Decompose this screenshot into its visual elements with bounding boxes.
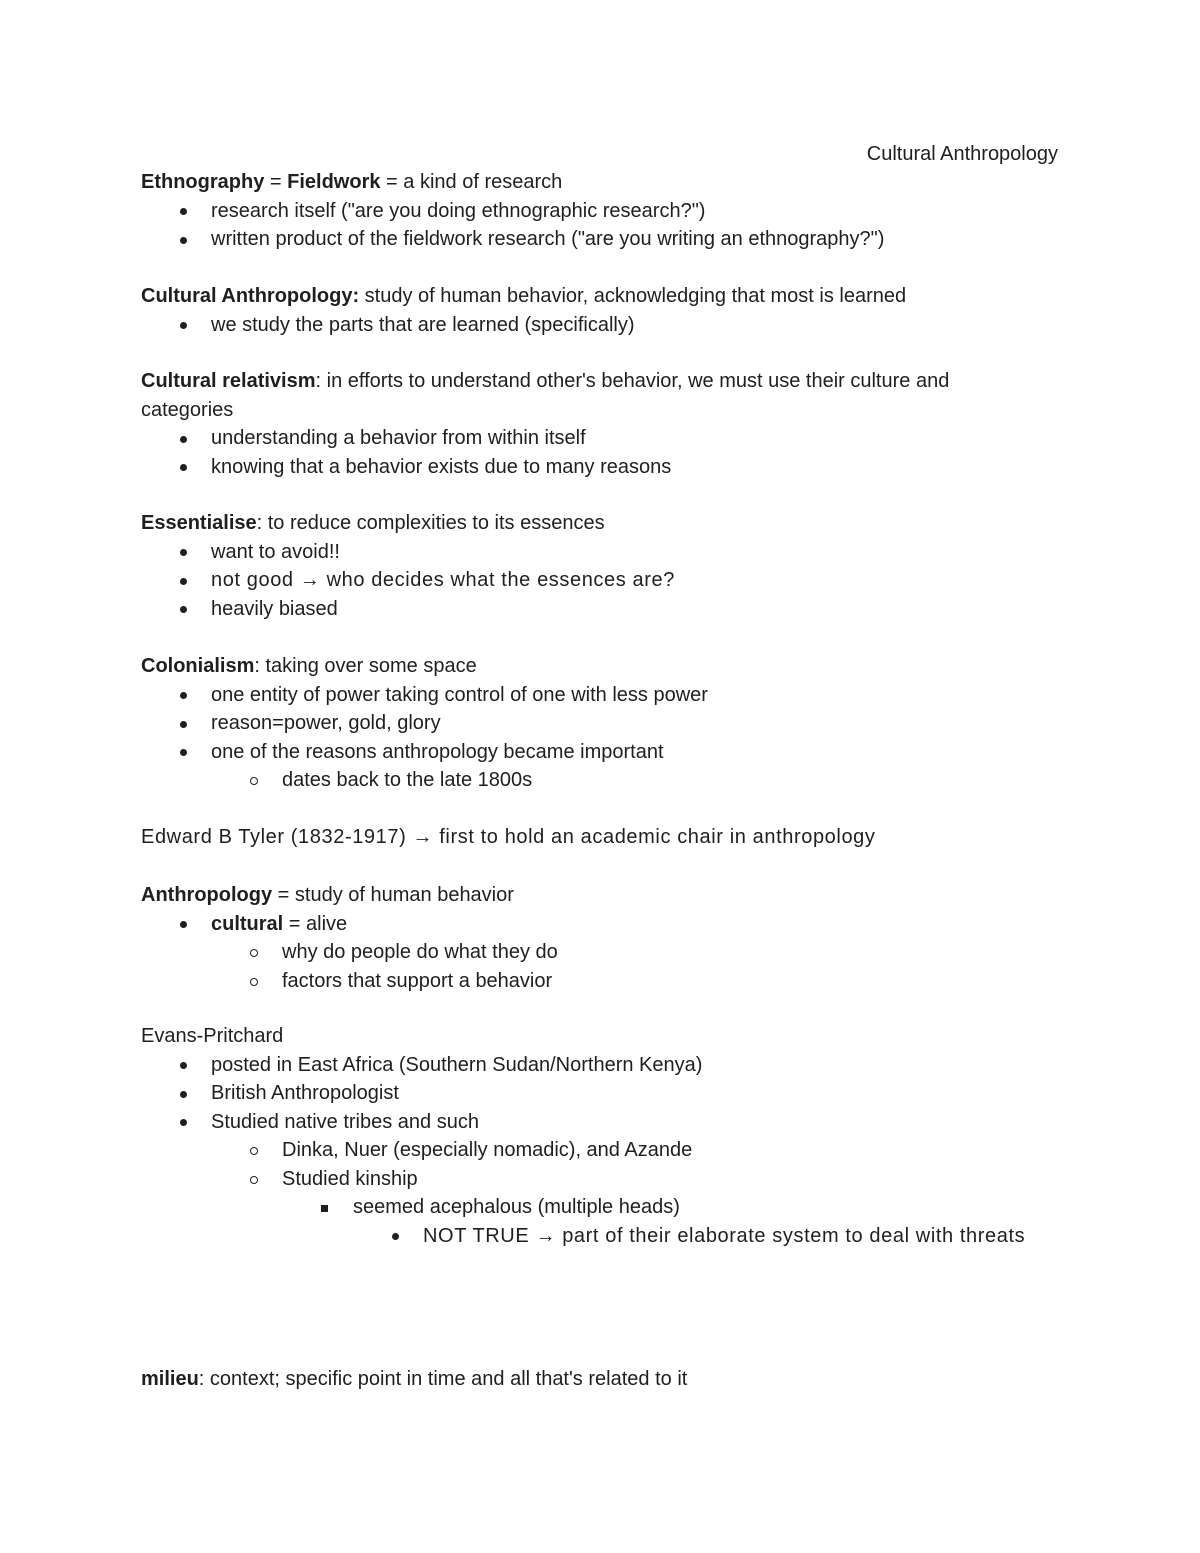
hollow-bullet-icon (244, 938, 264, 967)
list-item (141, 424, 1031, 453)
definition-line (141, 509, 1041, 538)
section-colonialism (141, 652, 1041, 795)
list-item (141, 738, 1041, 767)
list-item (141, 681, 1041, 710)
bullet-icon (173, 453, 193, 482)
term-anthropology: Anthropology (141, 884, 273, 906)
level4-list-item (141, 1222, 1043, 1251)
list-item (141, 1079, 1041, 1108)
bullet-icon (173, 1051, 193, 1080)
list-item (141, 453, 1031, 482)
bullet-icon (173, 566, 193, 595)
bullet-icon (173, 424, 193, 453)
list-item-text: factors that support a behavior (282, 969, 553, 992)
list-item-text: posted in East Africa (Southern Sudan/Northern Kenya) (211, 1053, 703, 1076)
list-item-text: Studied kinship (282, 1167, 418, 1190)
list-item-text: Studied native tribes and such (211, 1110, 479, 1133)
definition-line (141, 168, 1041, 197)
section-cultural-relativism (141, 367, 1031, 481)
sub-list-item (141, 1136, 1041, 1165)
section-anthropology (141, 881, 1041, 995)
bullet-icon (173, 1108, 193, 1137)
definition-text: study of human behavior, acknowledging that most is learned (359, 285, 907, 307)
bullet-list (141, 197, 1041, 254)
list-item-text: = alive (283, 912, 348, 935)
list-item (141, 311, 1041, 340)
list-item-text: why do people do what they do (282, 941, 558, 963)
bullet-icon (173, 738, 193, 767)
list-item (141, 910, 1041, 939)
list-item (141, 1108, 1041, 1137)
bullet-icon (173, 595, 193, 624)
sub-list-item (141, 1165, 1041, 1194)
list-item-text: British Anthropologist (211, 1082, 399, 1104)
bullet-icon (173, 311, 193, 340)
bullet-icon (173, 910, 193, 939)
section-milieu (141, 1365, 1041, 1394)
term-cultural: cultural (211, 912, 284, 935)
section-cultural-anthropology (141, 282, 1041, 339)
list-item-text: not good → who decides what the essences are? (211, 569, 675, 591)
list-item-text: one entity of power taking control of one with less power (211, 683, 708, 706)
list-item-text: want to avoid!! (211, 540, 340, 563)
bullet-icon (173, 709, 193, 738)
hollow-bullet-icon (244, 1165, 264, 1194)
list-item (141, 566, 1041, 595)
list-item-text: research itself ("are you doing ethnographic research?") (211, 199, 706, 222)
sub-list-item (141, 967, 1041, 996)
list-item-text: written product of the fieldwork research ("are you writing an ethnography?") (211, 228, 885, 250)
section-tyler (141, 823, 1041, 852)
section-heading: Evans-Pritchard (141, 1025, 284, 1047)
term-ethnography: Ethnography (141, 171, 265, 193)
hollow-bullet-icon (244, 1136, 264, 1165)
list-item (141, 709, 1041, 738)
bullet-list (141, 681, 1041, 795)
term-milieu: milieu (141, 1368, 199, 1390)
list-item-text: we study the parts that are learned (specifically) (211, 313, 635, 336)
list-item-text: reason=power, gold, glory (211, 712, 441, 734)
bullet-icon (173, 681, 193, 710)
definition-text: = study of human behavior (272, 884, 514, 906)
definition-line (141, 282, 1041, 311)
definition-text: : to reduce complexities to its essences (256, 512, 605, 534)
section-evans-pritchard (141, 1022, 1041, 1250)
bullet-icon (173, 538, 193, 567)
definition-text: : in efforts to understand other's behavior, we must use their culture and categories (141, 370, 950, 421)
section-essentialise (141, 509, 1041, 623)
list-item-text: Dinka, Nuer (especially nomadic), and Azande (282, 1139, 693, 1161)
term-cultural-relativism: Cultural relativism (141, 370, 316, 392)
definition-text: = a kind of research (380, 171, 563, 193)
list-item-text: knowing that a behavior exists due to many reasons (211, 455, 672, 478)
page-header-title: Cultural Anthropology (866, 143, 1058, 165)
term-essentialise: Essentialise (141, 512, 257, 534)
sub-list-item (141, 938, 1041, 967)
list-item-text: seemed acephalous (multiple heads) (353, 1196, 680, 1218)
definition-line (141, 367, 1031, 424)
list-item-text: dates back to the late 1800s (282, 769, 533, 791)
bullet-icon (385, 1222, 405, 1251)
hollow-bullet-icon (244, 967, 264, 996)
bullet-icon (173, 225, 193, 254)
definition-line (141, 1365, 1041, 1394)
hollow-bullet-icon (244, 766, 264, 795)
definition-text: : context; specific point in time and all that's related to it (198, 1368, 688, 1390)
list-item (141, 595, 1041, 624)
list-item-text: NOT TRUE → part of their elaborate system to deal with threats (423, 1224, 1026, 1247)
term-fieldwork: Fieldwork (287, 171, 381, 193)
bullet-icon (173, 197, 193, 226)
note-line: Edward B Tyler (1832-1917) → first to hold an academic chair in anthropology (141, 826, 876, 848)
definition-text: : taking over some space (254, 655, 477, 677)
list-item (141, 1051, 1041, 1080)
list-item-text: understanding a behavior from within itself (211, 427, 586, 449)
sub-sub-list-item (141, 1193, 1041, 1222)
bullet-list (141, 910, 1041, 996)
sub-list-item (141, 766, 1041, 795)
list-item (141, 225, 1041, 254)
square-bullet-icon (314, 1193, 334, 1222)
term-cultural-anthropology: Cultural Anthropology: (141, 285, 360, 307)
term-colonialism: Colonialism (141, 655, 255, 677)
section-ethnography (141, 168, 1041, 254)
list-item-text: one of the reasons anthropology became important (211, 740, 664, 763)
list-item (141, 538, 1041, 567)
bullet-list (141, 311, 1041, 340)
bullet-list (141, 538, 1041, 624)
bullet-icon (173, 1079, 193, 1108)
list-item-text: heavily biased (211, 597, 338, 620)
definition-line (141, 652, 1041, 681)
bullet-list (141, 1051, 1041, 1251)
bullet-list (141, 424, 1031, 481)
list-item (141, 197, 1041, 226)
equals-sign: = (264, 171, 288, 193)
definition-line (141, 881, 1041, 910)
